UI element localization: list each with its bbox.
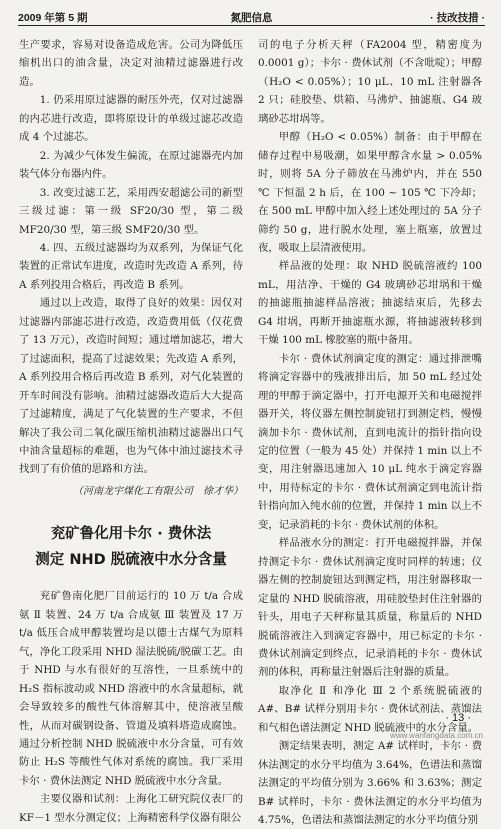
article-title-line2: 测定 NHD 脱硫液中水分含量 — [35, 552, 227, 569]
paragraph: 通过以上改造，取得了良好的效果：因仅对过滤器内部滤芯进行改造，改造费用低（仅花费了 13 万元），改造时间短；通过增加滤芯，增大了过滤面积，提高了过滤效果；先改造 A 系列，A 系列投用合格后再改造 B 系列，对气化装置的开车时间没有影响。油精过滤器改造后大大提高了过滤精度，满足了气化装置的生产要求，不但解决了我公司二氧化碳压缩机油精过滤器出口气中油含量超标的难题，也为气体中油过滤技术寻找到了有价值的思路和方法。 — [19, 297, 243, 476]
paragraph: 司的电子分析天秤（FA2004 型，精密度为 0.0001 g）；卡尔 · 费休试剂（不含吡啶）；甲醇（H₂O < 0.05%）；10 μL、10 mL 注射器各 2 只；硅胶垫、烘箱、马沸炉、抽滤瓶、G4 玻璃砂芯坩埚等。 — [258, 39, 482, 125]
paragraph: 生产要求，容易对设备造成危害。公司为降低压缩机出口的油含量，决定对油精过滤器进行改造。 — [19, 39, 243, 88]
paragraph: 甲醇（H₂O < 0.05%）制备：由于甲醇在储存过程中易吸潮，如果甲醇含水量 > 0.05% 时，则将 5A 分子筛放在马沸炉内，并在 550 ℃ 下恒温 2 h 后，在 100 ~ 105 ℃ 下冷却；在 500 mL 甲醇中加入经上述处理过的 5A 分子筛约 50 g，进行脱水处理，塞上瓶塞，放置过夜，吸取上层清液使用。 — [258, 131, 482, 254]
paragraph: 3. 改变过滤工艺，采用西安超滤公司的新型三级过滤：第一级 SF20/30 型，第二级 MF20/30 型，第三级 SMF20/30 型。 — [19, 186, 243, 236]
article-title — [19, 521, 243, 573]
paragraph: 1. 仍采用原过滤器的耐压外壳，仅对过滤器的内芯进行改造，即将原设计的单级过滤芯改造成 4 个过滤芯。 — [19, 94, 243, 144]
right-column — [258, 36, 482, 829]
paragraph: 卡尔 · 费休试剂滴定度的测定：通过排泄嘴将滴定容器中的残液排出后，加 50 mL 经过处理的甲醇于滴定器中，打开电源开关和电磁搅拌器开关，将仪器左侧控制旋钮打到测定档，慢慢滴加卡尔 · 费休试剂，直到电流计的指针指向设定的位置（一般为 45 处）并保持 1 min 以上不变，用注射器迅速加入 10 μL 纯水于滴定容器中，用待标定的卡尔 · 费休试剂滴定到电流计指针指向加入纯水前的位置，并保持 1 min 以上不变，记录消耗的卡尔 · 费休试剂的体积。 — [258, 352, 482, 531]
paragraph: 4. 四、五级过滤器均为双系列，为保证气化装置的正常试车进度，改造时先改造 A 系列，待 A 系列投用合格后，再改造 B 系列。 — [19, 241, 243, 291]
journal-name: 氮肥信息 — [230, 12, 273, 24]
section-label: · 技改技措 · — [430, 12, 485, 24]
left-column — [19, 36, 243, 827]
author-signature: （河南龙宇煤化工有限公司 徐才华） — [73, 485, 243, 497]
watermark: www.wanfangdata.com.cn — [390, 731, 483, 740]
paragraph: 测定结果表明，测定 A# 试样时，卡尔 · 费休法测定的水分平均值为 3.64%，色谱法和蒸馏法测定的平均值分别为 3.66% 和 3.63%；测定 B# 试样时，卡尔 · 费休法测定的水分平均值为 4.75%，色谱法和蒸馏法测定的水分平均值分别 — [258, 740, 482, 827]
paragraph: 取净化 Ⅱ 和净化 Ⅲ 2 个系统脱硫液的 A#、B# 试样分别用卡尔 · 费休试剂法、蒸馏法和气相色谱法测定 NHD 脱硫液中的水分含量。 — [258, 684, 482, 734]
article-title-line1: 兖矿鲁化用卡尔 · 费休法 — [50, 526, 212, 543]
paragraph: 样品液的处理：取 NHD 脱硫溶液约 100 mL，用洁净、干燥的 G4 玻璃砂芯坩埚和干燥的抽滤瓶抽滤样品溶液；抽滤结束后，先移去 G4 坩埚，再断开抽滤瓶水源，将抽滤液转移到干燥 100 mL 橡胶塞的瓶中备用。 — [258, 260, 482, 347]
issue-label: 2009 年第 5 期 — [18, 12, 88, 24]
page-number: · 13 · — [445, 712, 471, 724]
paragraph: 2. 为减少气体发生偏流，在原过滤器壳内加装气体分布器内件。 — [19, 149, 243, 181]
paragraph: 样品液水分的测定：打开电磁搅拌器，并保持测定卡尔 · 费休试剂滴定度时同样的转速；仪器左侧的控制旋钮达到测定档，用注射器移取一定量的 NHD 脱硫溶液，用硅胶垫封住注射器的针头，用电子天秤称量其质量，称量后的 NHD 脱硫溶液注入到滴定容器中，用已标定的卡尔 · 费休试剂滴定到终点，记录消耗的卡尔 · 费休试剂的体积，再称量注射器后注射器的质量。 — [258, 537, 482, 679]
paragraph: 兖矿鲁南化肥厂目前运行的 10 万 t/a 合成氨 Ⅱ 装置、24 万 t/a 合成氨 Ⅲ 装置及 17 万 t/a 低压合成甲醇装置均是以德士古煤气为原料气，净化工段采用 NHD 湿法脱硫/脱碳工艺。由于 NHD 与水有很好的互溶性，一旦系统中的 H₂S 指标波动或 NHD 溶液中的水含量超标，就会导致较多的酸性气体溶解其中，使溶液呈酸性，从而对碳钢设备、管道及填料塔造成腐蚀。通过分析控制 NHD 脱硫液中水分含量，可有效防止 H₂S 等酸性气体对系统的腐蚀。我厂采用卡尔 · 费休法测定 NHD 脱硫液中水分含量。 — [19, 590, 243, 787]
running-header — [18, 8, 485, 26]
paragraph: 主要仪器和试剂：上海化工研究院仪表厂的 KF－1 型水分测定仪；上海精密科学仪器有限公 — [19, 793, 243, 824]
header-rule — [18, 25, 485, 26]
